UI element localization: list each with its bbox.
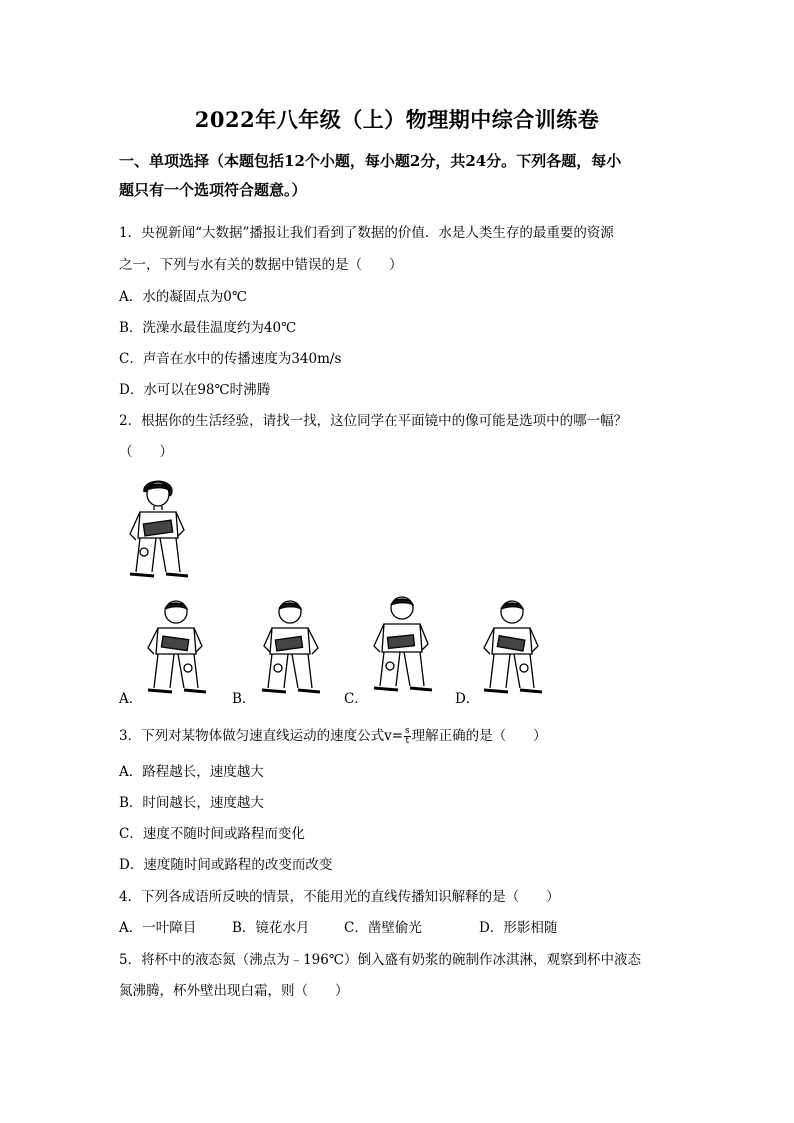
page-title: 2022年八年级（上）物理期中综合训练卷 [194,107,600,132]
q3-option-d: D．速度随时间或路程的改变而改变 [119,857,333,873]
q1-stem-line2: 之一，下列与水有关的数据中错误的是（ ） [119,257,403,273]
q3-option-b: B．时间越长，速度越大 [119,795,264,811]
boy-figure-illustration [120,478,198,582]
q4-option-a: A．一叶障目 [119,920,197,936]
q2-option-c-figure [366,594,438,694]
fraction-denominator: t [405,736,410,746]
q5-stem-line1: 5．将杯中的液态氮（沸点为﹣196℃）倒入盛有奶浆的碗制作冰淇淋，观察到杯中液态 [119,952,641,968]
q1-option-c: C．声音在水中的传播速度为340m/s [119,351,342,367]
q2-stem-line1: 2．根据你的生活经验，请找一找，这位同学在平面镜中的像可能是选项中的哪一幅？ [119,413,628,429]
q3-stem [119,727,547,746]
q4-option-d: D．形影相随 [479,920,558,936]
q4-option-b: B．镜花水月 [232,920,310,936]
q1-stem-line1: 1．央视新闻“大数据”播报让我们看到了数据的价值．水是人类生存的最重要的资源 [119,225,614,241]
q3-stem-before: 3．下列对某物体做匀速直线运动的速度公式v= [119,728,404,744]
q4-options-row [119,919,557,937]
boy-figure-option-d [476,598,548,696]
fraction-numerator: s [405,726,410,736]
section-heading-line2: 题只有一个选项符合题意。） [119,181,307,199]
velocity-fraction [404,727,411,746]
q2-option-d-figure [476,598,548,696]
q2-option-b-figure [254,598,326,696]
q2-stem-line2: （ ） [119,444,173,460]
q2-option-b-label: B． [232,691,256,707]
q2-option-a-figure [140,598,212,696]
q2-option-d-label: D． [455,691,480,707]
q4-stem: 4．下列各成语所反映的情景，不能用光的直线传播知识解释的是（ ） [119,889,560,905]
q2-option-c-label: C． [344,691,368,707]
q1-option-d: D．水可以在98℃时沸腾 [119,382,271,398]
q5-stem-line2: 氮沸腾，杯外壁出现白霜，则（ ） [119,983,349,999]
q4-option-c: C．凿壁偷光 [344,920,422,936]
q3-option-a: A．路程越长，速度越大 [119,764,264,780]
q1-option-a: A．水的凝固点为0℃ [119,289,247,305]
q1-option-b: B．洗澡水最佳温度约为40℃ [119,320,297,336]
boy-figure-option-b [254,598,326,696]
q3-option-c: C．速度不随时间或路程而变化 [119,826,305,842]
q2-option-a-label: A． [119,691,143,707]
boy-figure-option-c [366,594,438,694]
boy-figure-option-a [140,598,212,696]
q2-reference-figure [120,478,198,582]
section-heading-line1: 一、单项选择（本题包括12个小题，每小题2分，共24分。下列各题，每小 [119,152,622,170]
q3-stem-after: 理解正确的是（ ） [411,728,547,744]
